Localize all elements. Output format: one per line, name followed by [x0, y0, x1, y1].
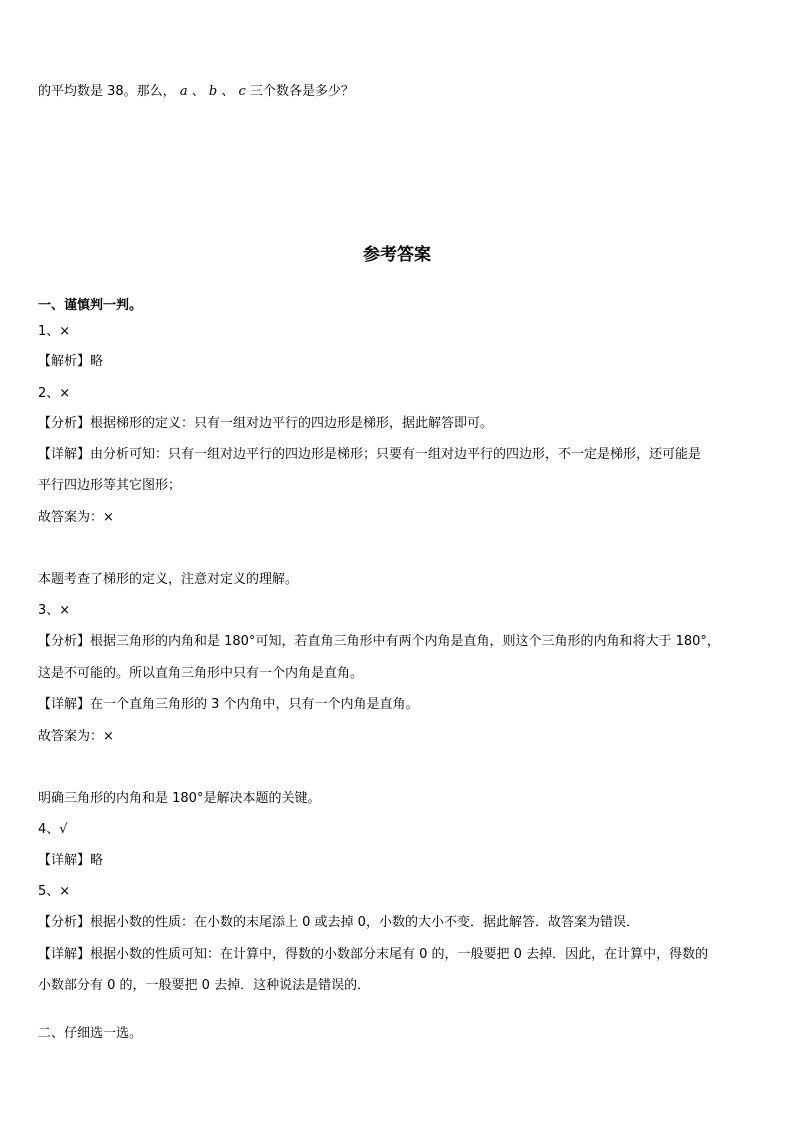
- q2-label: 2、×: [38, 386, 71, 401]
- q5-detail-line2: 小数部分有 0 的，一般要把 0 去掉．这种说法是错误的．: [38, 978, 371, 993]
- variable-c: c: [238, 84, 246, 99]
- q5-detail-line1: 【详解】根据小数的性质可知：在计算中，得数的小数部分末尾有 0 的，一般要把 0 去掉．因此，在计算中，得数的: [38, 947, 709, 962]
- question-continuation: [38, 82, 756, 102]
- q5-analysis: 【分析】根据小数的性质：在小数的末尾添上 0 或去掉 0，小数的大小不变．据此解答．故答案为错误．: [38, 915, 639, 930]
- q3-answer: 故答案为：×: [38, 729, 114, 744]
- q1-label: 1、×: [38, 324, 71, 339]
- q3-comment: 明确三角形的内角和是 180°是解决本题的关键。: [38, 791, 321, 806]
- q3-label: 3、×: [38, 603, 71, 618]
- q3-detail: 【详解】在一个直角三角形的 3 个内角中，只有一个内角是直角。: [38, 697, 419, 712]
- q2-answer: 故答案为：×: [38, 510, 114, 525]
- separator: 、: [221, 84, 235, 99]
- separator: 、: [191, 84, 205, 99]
- q3-analysis-line1: 【分析】根据三角形的内角和是 180°可知，若直角三角形中有两个内角是直角，则这个三角形的内角和将大于 180°，: [38, 634, 720, 649]
- variable-b: b: [208, 84, 218, 99]
- variable-a: a: [179, 84, 188, 99]
- q2-detail-line1: 【详解】由分析可知：只有一组对边平行的四边形是梯形；只要有一组对边平行的四边形，不一定是梯形，还可能是: [38, 447, 702, 462]
- answer-title: 参考答案: [363, 245, 431, 265]
- q3-analysis-line2: 这是不可能的。所以直角三角形中只有一个内角是直角。: [38, 666, 364, 681]
- q4-detail: 【详解】略: [38, 853, 104, 868]
- q2-detail-line2: 平行四边形等其它图形；: [38, 478, 182, 493]
- q1-analysis: 【解析】略: [38, 354, 104, 369]
- section2-heading: 二、仔细选一选。: [38, 1026, 143, 1041]
- q5-label: 5、×: [38, 884, 71, 899]
- q2-analysis: 【分析】根据梯形的定义：只有一组对边平行的四边形是梯形，据此解答即可。: [38, 416, 494, 431]
- intro-suffix: 三个数各是多少？: [249, 84, 354, 99]
- intro-prefix: 的平均数是 38。那么，: [38, 84, 176, 99]
- section1-heading: 一、谨慎判一判。: [38, 298, 143, 313]
- q2-comment: 本题考查了梯形的定义，注意对定义的理解。: [38, 572, 299, 587]
- q4-label: 4、√: [38, 822, 68, 837]
